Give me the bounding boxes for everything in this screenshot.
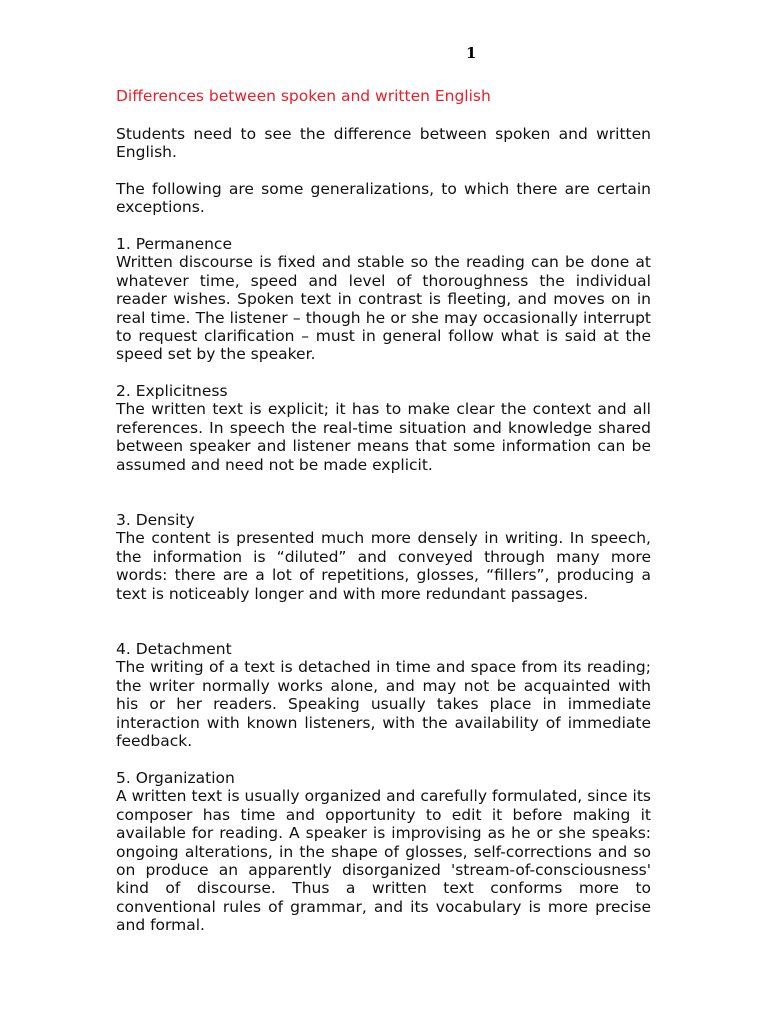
document-title: Differences between spoken and written English bbox=[116, 87, 491, 105]
section-heading: 4. Detachment bbox=[116, 640, 232, 658]
intro-text-2: The following are some generalizations, to which there are certain exceptions. bbox=[116, 180, 651, 217]
section-organization bbox=[116, 769, 651, 935]
page-number: 1 bbox=[466, 44, 477, 62]
section-heading: 3. Density bbox=[116, 511, 195, 529]
section-heading: 1. Permanence bbox=[116, 235, 232, 253]
section-text: A written text is usually organized and carefully formulated, since its composer has time and opportunity to edit it before making it available for reading. A speaker is improvising as he or she speaks: ongoing alterations, in the shape of glosses, self-corrections and so on produce an apparently disorganized 'stream-of-consciousness' kind of discourse. Thus a written text conforms more to conventional rules of grammar, and its vocabulary is more precise and formal. bbox=[116, 787, 651, 935]
section-text: Written discourse is fixed and stable so the reading can be done at whatever time, speed and level of thoroughness the individual reader wishes. Spoken text in contrast is fleeting, and moves on in real time. The listener – though he or she may occasionally interrupt to request clarification – must in general follow what is said at the speed set by the speaker. bbox=[116, 253, 651, 364]
section-text: The written text is explicit; it has to make clear the context and all references. In speech the real-time situation and knowledge shared between speaker and listener means that some information can be assumed and need not be made explicit. bbox=[116, 400, 651, 474]
section-permanence bbox=[116, 235, 651, 364]
section-density bbox=[116, 511, 651, 603]
section-text: The content is presented much more densely in writing. In speech, the information is “diluted” and conveyed through many more words: there are a lot of repetitions, glosses, “fillers”, producing a text is noticeably longer and with more redundant passages. bbox=[116, 529, 651, 603]
intro-paragraph-2 bbox=[116, 180, 651, 217]
section-heading: 2. Explicitness bbox=[116, 382, 228, 400]
section-heading: 5. Organization bbox=[116, 769, 235, 787]
section-text: The writing of a text is detached in time and space from its reading; the writer normally works alone, and may not be acquainted with his or her readers. Speaking usually takes place in immediate interaction with known listeners, with the availability of immediate feedback. bbox=[116, 658, 651, 751]
intro-paragraph-1 bbox=[116, 125, 651, 162]
section-explicitness bbox=[116, 382, 651, 474]
intro-text-1: Students need to see the difference between spoken and written English. bbox=[116, 125, 651, 162]
section-detachment bbox=[116, 640, 651, 750]
